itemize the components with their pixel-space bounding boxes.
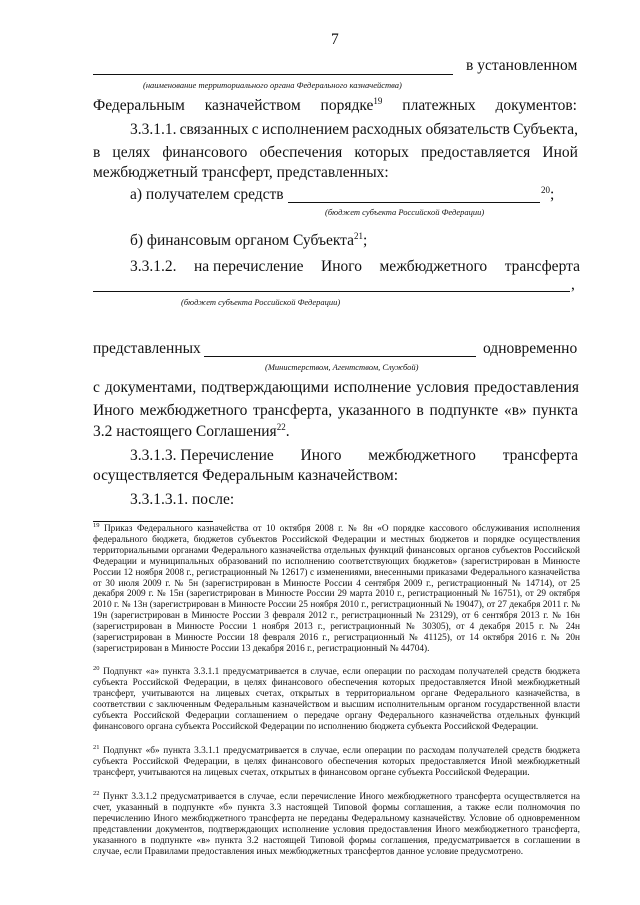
period: . <box>285 423 290 440</box>
word: предоставляется <box>421 144 531 161</box>
hint-ministry: (Министерством, Агентством, Службой) <box>265 362 419 372</box>
word: в <box>416 402 424 419</box>
word: обязательств <box>425 121 510 138</box>
hint-budget-1: (бюджет субъекта Российской Федерации) <box>325 207 485 217</box>
paragraph-3311-line2 <box>93 143 578 163</box>
ministry-blank <box>204 356 476 357</box>
docs-line3-text: 3.2 настоящего Соглашения <box>93 423 277 440</box>
line2 <box>93 96 577 116</box>
paragraph-3312-line1 <box>130 257 580 277</box>
footnote-number: 21 <box>93 743 100 751</box>
word: Иного <box>321 258 362 275</box>
item-a-tail <box>541 185 554 205</box>
word: исполнение <box>333 379 412 396</box>
line2-word: Федеральным <box>93 97 185 114</box>
footnote-19 <box>93 521 580 655</box>
paragraph-3311-line1 <box>130 120 578 140</box>
footnote-ref-21: 21 <box>354 230 364 241</box>
footnote-number: 19 <box>93 521 100 529</box>
word: расходных <box>352 121 423 138</box>
paragraph-3312-tail: , <box>571 276 575 293</box>
footnote-21 <box>93 743 580 779</box>
budget-blank-2 <box>93 291 570 292</box>
word: подтверждающими <box>201 379 329 396</box>
word: связанных <box>179 121 249 138</box>
footnote-ref-22: 22 <box>276 421 286 432</box>
word: обеспечения <box>259 144 343 161</box>
footnote-text: Приказ Федерального казначейства от 10 октября 2008 г. № 8н «О порядке кассового обслуживания исполнения федерального бюджета, бюджетов субъектов Российской Федерации и местных бюджетов и порядке осуществления территориальными органами Федерального казначейства отдельных функций финансовых органов субъектов Российской Федерации и муниципальных образований по исполнению соответствующих бюджетов» (зарегистрирован в Минюсте России 12 ноября 2008 г., регистрационный № 12617) с изменениями, внесенными приказами Федерального казначейства от 30 июля 2009 г. № 5н (зарегистрирован в Минюсте России 4 сентября 2009 г., регистрационный № 14714), от 25 декабря 2009 г. № 15н (зарегистрирован в Минюсте России 29 марта 2010 г., регистрационный № 16751), от 29 октября 2010 г. № 13н (зарегистрирован в Минюсте России 25 ноября 2010 г., регистрационный № 19047), от 27 декабря 2011 г. № 19н (зарегистрирован в Минюсте России 3 февраля 2012 г., регистрационный № 23129), от 6 сентября 2013 г. № 16н (зарегистрирован в Минюсте России 1 ноября 2013 г., регистрационный № 30305), от 4 декабря 2015 г. № 24н (зарегистрирован в Минюсте России 18 февраля 2016 г., регистрационный № 41125), от 14 октября 2016 г. № 20н (зарегистрирован в Минюсте России 13 декабря 2016 г., регистрационный № 44704). <box>93 524 580 654</box>
word: трансферта <box>504 258 580 275</box>
hint-budget-2: (бюджет субъекта Российской Федерации) <box>181 297 341 307</box>
word: исполнением <box>261 121 349 138</box>
footnote-22 <box>93 789 580 857</box>
word: 3.3.1.2. <box>130 258 177 275</box>
item-b-text: б) финансовым органом Субъекта <box>130 232 355 249</box>
footnote-separator <box>93 521 213 522</box>
paragraph-33131: 3.3.1.3.1. после: <box>130 491 235 508</box>
line2-word: документов: <box>495 97 577 114</box>
line2-word: платежных <box>402 97 476 114</box>
docs-line1 <box>93 378 579 398</box>
semicolon: ; <box>363 232 368 249</box>
footnote-ref-19: 19 <box>373 95 383 106</box>
line1-tail: в установленном <box>466 57 578 74</box>
word: Иной <box>542 144 578 161</box>
word: Иного <box>93 402 134 419</box>
word: Субъекта, <box>513 121 578 138</box>
word: финансового <box>162 144 248 161</box>
footnote-ref-20: 20 <box>541 184 550 195</box>
word: 3.3.1.3. Перечисление <box>130 447 274 464</box>
word: межбюджетного <box>379 258 488 275</box>
line2-word: порядке <box>320 97 374 114</box>
word: с <box>93 379 100 396</box>
footnote-text: Подпункт «а» пункта 3.3.1.1 предусматривается в случае, если операции по расходам получателей средств бюджета субъекта Российской Федерации, в целях финансового обеспечения которых предоставляется Иной межбюджетный трансферт, учитываются на лицевых счетах, открытых в территориальном органе Федерального казначейства, в соответствии с заключенным Федеральным казначейством и высшим исполнительным органом государственной власти субъекта Российской Федерации соглашением о передаче органу Федерального казначейства отдельных функций финансового органа субъекта Российской Федерации по исполнению бюджета субъекта Российской Федерации. <box>93 667 580 732</box>
hint-territorial-organ: (наименование территориального органа Федерального казначейства) <box>143 80 402 90</box>
word: пункта <box>532 402 578 419</box>
paragraph-3313-line1 <box>130 446 578 466</box>
docs-line2 <box>93 401 578 421</box>
word: на перечисление <box>194 258 304 275</box>
semicolon: ; <box>550 186 555 203</box>
footnote-20 <box>93 664 580 732</box>
word: подпункте <box>429 402 499 419</box>
footnote-number: 20 <box>93 664 100 672</box>
presented-label: представленных <box>93 340 201 357</box>
word: трансферта <box>502 447 578 464</box>
footnote-text: Пункт 3.3.1.2 предусматривается в случае, если перечисление Иного межбюджетного трансферта осуществляется на счет, указанный в подпункте «б» пункта 3.3 настоящей Типовой формы соглашения, а также если полномочия по перечислению Иного межбюджетного трансферта не переданы Федеральному казначейству. Условие об одновременном представлении документов, подтверждающих исполнение условия предоставления Иного межбюджетного трансферта, указанного в подпункте «в» пункта 3.2 настоящей Типовой формы соглашения, предусматривается в соглашении в случае, если Правилами предоставления иных межбюджетных трансфертов данное условие предусмотрено. <box>93 792 580 857</box>
word: документами, <box>104 379 197 396</box>
word: в <box>93 144 101 161</box>
word: условия <box>416 379 470 396</box>
recipient-budget-blank <box>288 202 540 203</box>
word: Иного <box>300 447 342 464</box>
word: указанного <box>337 402 411 419</box>
item-a-label: а) получателем средств <box>130 186 284 203</box>
word: «в» <box>503 402 527 419</box>
word: межбюджетного <box>368 447 476 464</box>
word: межбюджетного <box>139 402 248 419</box>
page-number: 7 <box>331 31 339 48</box>
word: трансферта, <box>253 402 333 419</box>
word: целях <box>112 144 151 161</box>
territorial-organ-blank <box>93 74 453 75</box>
paragraph-3311-line3: межбюджетный трансферт, представленных: <box>93 164 389 181</box>
word: 3.3.1.1. <box>130 121 177 138</box>
paragraph-3313-line2: осуществляется Федеральным казначейством: <box>93 467 399 484</box>
word: с <box>251 121 259 138</box>
presented-tail: одновременно <box>483 340 578 357</box>
footnote-text: Подпункт «б» пункта 3.3.1.1 предусматривается в случае, если операции по расходам получателей средств бюджета субъекта Российской Федерации, в целях финансового обеспечения которых предоставляется Иной межбюджетный трансферт, учитываются на лицевых счетах, открытых в финансовом органе субъекта Российской Федерации. <box>93 746 580 778</box>
word: предоставления <box>474 379 579 396</box>
docs-line3 <box>93 422 290 442</box>
footnote-number: 22 <box>93 789 100 797</box>
word: которых <box>354 144 409 161</box>
line2-word: казначейством <box>204 97 301 114</box>
item-b-label <box>130 231 367 251</box>
